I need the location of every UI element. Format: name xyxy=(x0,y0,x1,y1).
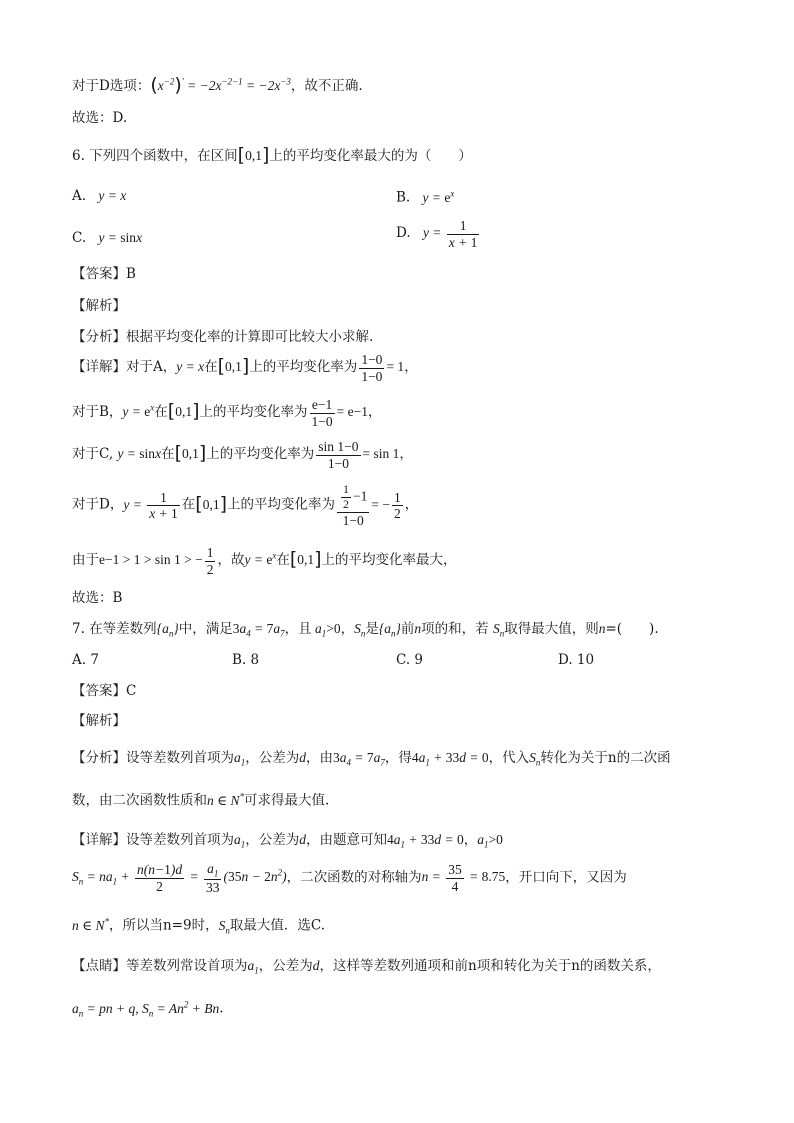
formula: $S_n = na_1$ + $\frac{n(n-1)d}{2}$ = $\frac{a_1}{33}$ $(35n - 2n^2)$ xyxy=(72,861,287,896)
text: 上的平均变化率为 xyxy=(199,404,308,421)
text: 【详解】设等差数列首项为 xyxy=(72,832,234,848)
formula: $a_1$ xyxy=(234,832,246,850)
formula: $\frac{\sin 1-0}{1-0}$ = sin 1 xyxy=(318,439,400,471)
q7-fenxi-line1 xyxy=(72,750,671,768)
interval: [0,1] xyxy=(195,492,228,515)
text: 上的平均变化率为 xyxy=(249,359,358,376)
formula: y = $\frac{1}{x + 1}$ xyxy=(123,489,178,522)
q7-fenxi-line2 xyxy=(72,791,329,809)
q6-jiexi: 【解析】 xyxy=(72,298,126,314)
text: ，故不正确. xyxy=(290,78,363,94)
q6-detail-d: 对于D，y = $\frac{1}{x + 1}$ 在[0,1]上的平均变化率为 $\frac{1}{2}$ −1 1−0 = − $\frac{1}{2}$ ， xyxy=(72,482,419,528)
interval: [0,1] xyxy=(167,400,200,423)
text: 对于C, xyxy=(72,446,114,463)
interval: [0,1] xyxy=(289,548,322,571)
label: C. xyxy=(72,230,87,246)
text: 对于D， xyxy=(72,496,124,513)
text: 在 xyxy=(161,446,175,463)
q6-option-b xyxy=(396,188,454,206)
interval: [0,1] xyxy=(237,144,270,166)
formula: $4a_1 + 33d = 0$ xyxy=(411,750,489,768)
formula: d xyxy=(299,832,306,847)
text: 【分析】设等差数列首项为 xyxy=(72,750,234,766)
text: ，故 xyxy=(217,552,245,569)
q5-choice: 故选：D. xyxy=(72,110,128,126)
formula: $y = e^x$ xyxy=(122,402,155,420)
formula: n ∈ N* xyxy=(207,791,244,808)
label: B. xyxy=(396,189,411,206)
formula: e−1 > 1 > sin 1 > − $\frac{1}{2}$ xyxy=(99,545,214,577)
label: D. xyxy=(396,225,411,242)
text: 取得最大值，则 xyxy=(504,621,599,637)
text: 数，由二次函数性质和 xyxy=(72,792,207,809)
q6-answer: 【答案】B xyxy=(72,266,136,282)
text: 【详解】对于A， xyxy=(72,359,177,376)
text: 由于 xyxy=(72,552,99,569)
text: 转化为关于n的二次函 xyxy=(540,750,671,766)
text: ，公差为 xyxy=(258,958,313,974)
q7-dianjing-line1 xyxy=(72,958,661,976)
q7-answer: 【答案】C xyxy=(72,683,137,699)
q7-option-d: D. 10 xyxy=(558,652,595,668)
formula: n = $\frac{35}{4}$ = 8.75 xyxy=(421,862,506,894)
text: 是 xyxy=(365,621,379,637)
formula: $y = e^x$ xyxy=(244,550,277,568)
q6-stem xyxy=(72,144,472,167)
text: 6. 下列四个函数中，在区间 xyxy=(72,148,238,164)
formula: n xyxy=(598,621,606,636)
formula: $a_1>0$ xyxy=(477,832,503,850)
text: ，且 xyxy=(284,621,312,637)
formula: $y = e^x$ xyxy=(422,188,455,205)
formula: d xyxy=(299,750,306,765)
text: ，开口向下，又因为 xyxy=(505,869,627,886)
q7-detail-line1: 【详解】设等差数列首项为$a_1$，公差为d，由题意可知$4a_1 + 33d = 0$，$a_1>0$ xyxy=(72,832,503,850)
q6-option-a xyxy=(72,188,126,204)
formula: $a_n$ = pn + q, $S_n = An^2 + Bn$ xyxy=(72,999,220,1019)
formula: y = sinx xyxy=(98,230,143,245)
formula: n ∈ N* xyxy=(72,916,109,933)
text: ，公差为 xyxy=(245,832,300,848)
q7-option-a: A. 7 xyxy=(72,652,99,668)
q6-option-c xyxy=(72,230,142,246)
formula: $S_n$ xyxy=(354,621,366,639)
q6-detail-b: 对于B，$y = e^x$在[0,1]上的平均变化率为 $\frac{e-1}{1-0}$ = e−1， xyxy=(72,397,382,429)
formula: $\{a_n\}$ xyxy=(156,621,179,639)
text: 在 xyxy=(154,404,168,421)
q6-detail-c: 对于C, y = sinx在[0,1]上的平均变化率为 $\frac{\sin 1-0}{1-0}$ = sin 1， xyxy=(72,439,413,471)
formula: $\frac{e-1}{1-0}$ = e−1 xyxy=(311,397,368,429)
formula: $3a_4 = 7a_7$ xyxy=(232,621,285,639)
formula: $a_1>0$ xyxy=(311,621,341,639)
interval: [0,1] xyxy=(217,355,250,378)
text: ，这样等差数列通项和前n项和转化为关于n的函数关系， xyxy=(319,958,661,974)
q6-option-d xyxy=(396,218,481,250)
text: 中，满足 xyxy=(178,621,233,637)
formula: $a_1$ xyxy=(234,750,246,768)
text: ，公差为 xyxy=(245,750,300,766)
formula: $4a_1 + 33d = 0$ xyxy=(387,832,464,850)
q7-dianjing-line2: $a_n$ = pn + q, $S_n = An^2 + Bn$. xyxy=(72,999,224,1019)
formula: $S_n$ xyxy=(529,750,541,768)
formula: $\frac{1-0}{1-0}$ = 1 xyxy=(361,352,405,384)
formula: $(x^{-2})' = -2x^{-2-1} = -2x^{-3}$ xyxy=(150,74,291,96)
text: 项的和，若 xyxy=(421,621,489,637)
q6-conclusion xyxy=(72,545,457,577)
formula: n xyxy=(414,621,422,636)
text: 上的平均变化率最大， xyxy=(321,552,457,569)
formula: d xyxy=(312,958,320,973)
formula: $\{a_n\}$ xyxy=(378,621,401,639)
text: 上的平均变化率最大的为（ ） xyxy=(269,148,472,164)
text: 在 xyxy=(276,552,290,569)
formula: y = x xyxy=(98,188,127,203)
text: ，二次函数的对称轴为 xyxy=(286,869,422,886)
text: 取最大值．选C. xyxy=(229,917,325,934)
text: ，所以当n=9时， xyxy=(109,917,219,934)
text: 【点睛】等差数列常设首项为 xyxy=(72,958,248,974)
q7-option-b: B. 8 xyxy=(232,652,260,668)
text: 前 xyxy=(400,621,415,637)
q7-detail-line2 xyxy=(72,861,627,896)
interval: [0,1] xyxy=(174,442,207,465)
formula: $a_1$ xyxy=(247,958,259,976)
text: 7. 在等差数列 xyxy=(72,621,157,637)
text: 对于B， xyxy=(72,404,123,421)
text: ，由题意可知 xyxy=(306,832,387,848)
q7-detail-line3 xyxy=(72,916,325,936)
formula: $\frac{1}{2}$ −1 1−0 = − $\frac{1}{2}$ xyxy=(335,497,405,512)
text: ，由 xyxy=(306,750,333,766)
text: ，代入 xyxy=(488,750,530,766)
formula: $S_n$ xyxy=(492,621,505,639)
text: 在 xyxy=(204,359,218,376)
q7-jiexi: 【解析】 xyxy=(72,713,126,729)
q6-choice: 故选：B xyxy=(72,590,123,606)
formula: y = $\frac{1}{x + 1}$ xyxy=(422,218,478,250)
text: ( ). xyxy=(616,621,659,637)
text: 对于D选项： xyxy=(72,78,151,94)
q6-detail-a: 【详解】对于A，y = x在[0,1]上的平均变化率为 $\frac{1-0}{1-0}$ = 1， xyxy=(72,352,418,384)
formula: $S_n$ xyxy=(218,917,230,936)
q6-fenxi: 【分析】根据平均变化率的计算即可比较大小求解. xyxy=(72,329,374,345)
q7-stem: 7. 在等差数列$\{a_n\}$中，满足$3a_4 = 7a_7$，且 $a_1>0$，$S_n$是$\{a_n\}$前n项的和，若 $S_n$取得最大值，则n=( ). xyxy=(72,621,659,639)
text: 在 xyxy=(181,496,196,513)
label: A. xyxy=(72,188,87,204)
text: 上的平均变化率为 xyxy=(206,446,315,463)
formula: y = sinx xyxy=(117,446,162,462)
text: 可求得最大值. xyxy=(244,792,330,809)
text: 上的平均变化率为 xyxy=(227,496,336,513)
q7-option-c: C. 9 xyxy=(396,652,424,668)
q5-line xyxy=(72,74,363,97)
formula: y = x xyxy=(176,359,205,375)
formula: $3a_4 = 7a_7$ xyxy=(333,750,385,768)
text: ，得 xyxy=(384,750,412,766)
